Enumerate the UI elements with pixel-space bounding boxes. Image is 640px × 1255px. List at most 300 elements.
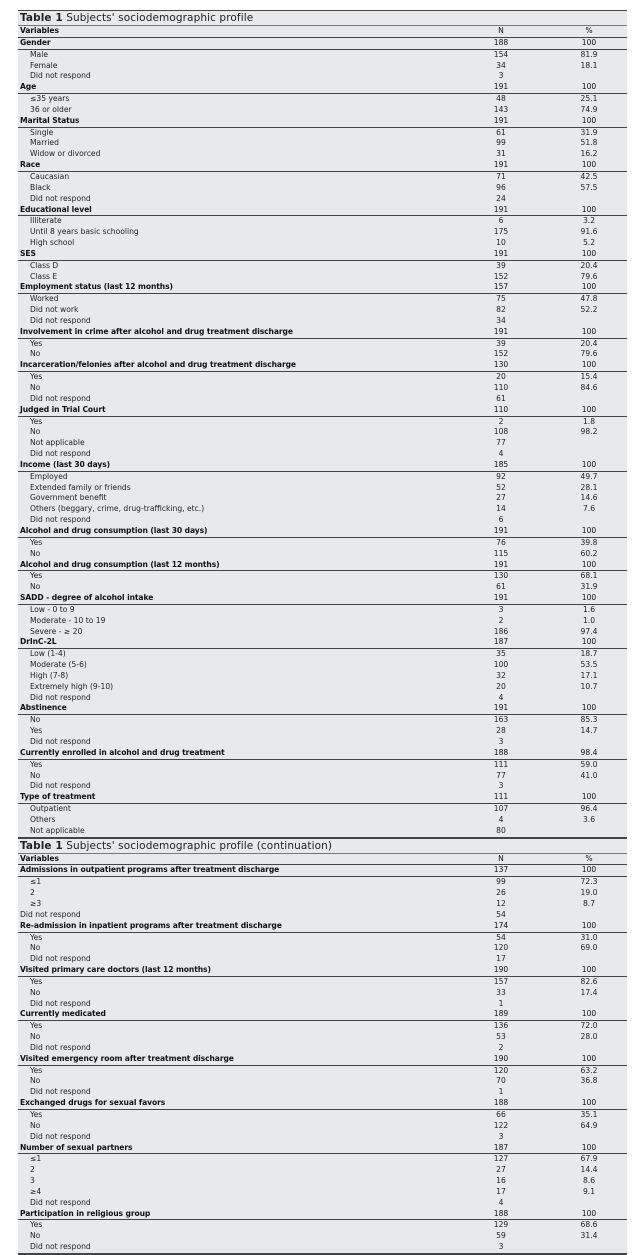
variable-name: Currently enrolled in alcohol and drug treatment: [20, 747, 225, 757]
category-label: Widow or divorced: [30, 149, 101, 159]
category-n: 27: [496, 493, 506, 503]
category-n: 14: [496, 504, 506, 514]
category-row: [18, 1231, 627, 1242]
category-label: Yes: [30, 1021, 43, 1031]
column-header-n: N: [498, 26, 504, 35]
variable-n: 187: [493, 1142, 509, 1152]
column-header-row: [18, 854, 627, 866]
category-pct: 68.1: [580, 571, 598, 581]
category-n: 120: [493, 943, 509, 953]
category-pct: 1.6: [582, 604, 596, 614]
category-pct: 8.7: [582, 898, 596, 908]
variable-group-row: [18, 1009, 627, 1021]
category-label: Yes: [30, 1065, 43, 1075]
category-pct: 97.4: [580, 626, 598, 636]
variable-n: 191: [493, 115, 509, 125]
variable-pct: 100: [581, 792, 597, 802]
column-header-variables: Variables: [20, 26, 59, 35]
category-label: Worked: [30, 294, 59, 304]
category-pct: 15.4: [580, 372, 598, 382]
category-pct: 49.7: [580, 471, 598, 481]
category-pct: 68.6: [580, 1220, 598, 1230]
category-row: [18, 538, 627, 549]
variable-group-row: [18, 327, 627, 339]
category-label: Married: [30, 138, 59, 148]
variable-n: 191: [493, 703, 509, 713]
category-label: Moderate (5-6): [30, 660, 87, 670]
category-label: Did not respond: [30, 315, 91, 325]
category-row: [18, 933, 627, 944]
category-row: [18, 1176, 627, 1187]
category-pct: 52.2: [580, 305, 598, 315]
category-n: 48: [496, 94, 506, 104]
category-row: [18, 183, 627, 194]
variable-name: Gender: [20, 37, 51, 47]
category-row: [18, 427, 627, 438]
category-n: 34: [496, 60, 506, 70]
variable-name: Type of treatment: [20, 792, 96, 802]
category-pct: 42.5: [580, 171, 598, 181]
category-row: [18, 627, 627, 638]
category-n: 122: [493, 1120, 509, 1130]
category-row: [18, 261, 627, 272]
category-label: No: [30, 1032, 41, 1042]
variable-n: 191: [493, 593, 509, 603]
variable-n: 191: [493, 82, 509, 92]
category-label: Outpatient: [30, 804, 71, 814]
category-n: 27: [496, 1165, 506, 1175]
category-pct: 69.0: [580, 943, 598, 953]
variable-pct: 100: [581, 965, 597, 975]
category-pct: 39.8: [580, 537, 598, 547]
variable-group-row: [18, 1098, 627, 1110]
category-row: [18, 504, 627, 515]
category-n: 107: [493, 804, 509, 814]
category-row: [18, 771, 627, 782]
category-row: [18, 582, 627, 593]
category-pct: 82.6: [580, 976, 598, 986]
category-pct: 17.1: [580, 670, 598, 680]
category-pct: [569, 693, 609, 704]
category-pct: 72.3: [580, 877, 598, 887]
category-n: 70: [496, 1076, 506, 1086]
category-label: Employed: [30, 471, 68, 481]
variable-group-row: [18, 405, 627, 417]
category-row: [18, 549, 627, 560]
category-row: [18, 417, 627, 428]
category-n: 17: [496, 1186, 506, 1196]
category-label: Until 8 years basic schooling: [30, 227, 139, 237]
variable-pct: 98.4: [580, 747, 598, 757]
category-label: Not applicable: [30, 438, 85, 448]
category-n: 80: [496, 825, 506, 835]
category-n: 10: [496, 238, 506, 248]
category-row: [18, 1187, 627, 1198]
category-row: [18, 172, 627, 183]
category-label: No: [30, 943, 41, 953]
category-row: [18, 216, 627, 227]
variable-group-row: [18, 526, 627, 538]
category-row: [18, 305, 627, 316]
variable-n: 130: [493, 360, 509, 370]
category-n: 1: [498, 1087, 504, 1097]
category-label: Did not respond: [30, 1042, 91, 1052]
category-label: 2: [30, 888, 35, 898]
category-pct: [569, 999, 609, 1010]
variable-n: 189: [493, 1009, 509, 1019]
category-row: [18, 888, 627, 899]
variable-name: Visited emergency room after treatment discharge: [20, 1053, 234, 1063]
category-row: [18, 877, 627, 888]
variable-pct: 100: [581, 459, 597, 469]
category-label: Yes: [30, 537, 43, 547]
category-label: Did not respond: [30, 393, 91, 403]
category-row: [18, 1110, 627, 1121]
category-row: [18, 1198, 627, 1209]
category-pct: 3.2: [582, 216, 596, 226]
category-row: [18, 899, 627, 910]
category-label: ≥3: [30, 898, 42, 908]
category-label: No: [30, 383, 41, 392]
variable-n: 191: [493, 248, 509, 258]
variable-n: 157: [493, 282, 509, 292]
category-label: Government benefit: [30, 493, 107, 503]
variable-group-row: [18, 249, 627, 261]
variable-group-row: [18, 82, 627, 94]
variable-pct: 100: [581, 326, 597, 336]
category-row: [18, 483, 627, 494]
variable-name: Incarceration/felonies after alcohol and drug treatment discharge: [20, 360, 296, 370]
category-row: [18, 138, 627, 149]
variable-group-row: [18, 921, 627, 933]
category-n: 4: [498, 692, 504, 702]
category-row: [18, 61, 627, 72]
category-n: 136: [493, 1021, 509, 1031]
variable-name: Participation in religious group: [20, 1208, 151, 1218]
category-n: 163: [493, 715, 509, 725]
variable-group-row: [18, 460, 627, 472]
category-pct: 17.4: [580, 987, 598, 997]
variable-group-row: [18, 360, 627, 372]
category-pct: [569, 910, 609, 921]
category-label: Yes: [30, 1110, 43, 1119]
category-n: 35: [496, 649, 506, 659]
category-label: Caucasian: [30, 171, 70, 181]
category-pct: 35.1: [580, 1110, 598, 1119]
column-header-n: N: [498, 853, 504, 863]
category-n: 31: [496, 149, 506, 159]
category-row: [18, 715, 627, 726]
category-row: [18, 149, 627, 160]
category-label: No: [30, 427, 41, 437]
category-n: 39: [496, 338, 506, 348]
category-n: 12: [496, 898, 506, 908]
category-pct: [569, 1132, 609, 1143]
category-n: 143: [493, 104, 509, 114]
category-label: No: [30, 715, 41, 725]
category-n: 61: [496, 582, 506, 592]
variable-n: 191: [493, 525, 509, 535]
category-label: Did not respond: [30, 1131, 91, 1141]
table-caption: Subjects' sociodemographic profile: [62, 12, 254, 24]
category-n: 4: [498, 449, 504, 459]
category-row: [18, 128, 627, 139]
category-row: [18, 1043, 627, 1054]
variable-group-row: [18, 865, 627, 877]
variable-name: Involvement in crime after alcohol and drug treatment discharge: [20, 326, 293, 336]
category-n: 6: [498, 216, 504, 226]
variable-n: 187: [493, 637, 509, 647]
category-n: 53: [496, 1032, 506, 1042]
category-n: 17: [496, 954, 506, 964]
category-label: No: [30, 349, 41, 359]
category-n: 77: [496, 770, 506, 780]
category-n: 33: [496, 987, 506, 997]
category-pct: 25.1: [580, 94, 598, 104]
category-n: 75: [496, 294, 506, 304]
category-row: [18, 781, 627, 792]
category-label: Severe - ≥ 20: [30, 626, 83, 636]
category-label: ≥4: [30, 1186, 42, 1196]
variable-group-row: [18, 38, 627, 50]
category-row: [18, 671, 627, 682]
category-label: Did not respond: [30, 692, 91, 702]
category-label: ≤35 years: [30, 94, 70, 104]
table-part-2-continuation: [18, 838, 627, 1255]
category-label: Class E: [30, 271, 58, 281]
category-n: 157: [493, 976, 509, 986]
category-n: 3: [498, 71, 504, 81]
category-row: [18, 194, 627, 205]
category-row: [18, 649, 627, 660]
variable-name: Marital Status: [20, 115, 80, 125]
category-row: [18, 954, 627, 965]
category-label: Yes: [30, 571, 43, 581]
category-n: 54: [496, 932, 506, 942]
category-n: 1: [498, 998, 504, 1008]
category-label: High (7-8): [30, 670, 69, 680]
variable-group-row: [18, 116, 627, 128]
variable-pct: 100: [581, 360, 597, 370]
category-n: 152: [493, 349, 509, 359]
category-row: [18, 105, 627, 116]
category-row: [18, 372, 627, 383]
variable-n: 191: [493, 326, 509, 336]
table-title: [18, 10, 627, 26]
category-label: Yes: [30, 932, 43, 942]
category-n: 39: [496, 260, 506, 270]
category-n: 66: [496, 1110, 506, 1119]
category-label: No: [30, 1076, 41, 1086]
category-pct: 81.9: [580, 49, 598, 59]
variable-n: 190: [493, 965, 509, 975]
category-pct: 63.2: [580, 1065, 598, 1075]
category-pct: 28.0: [580, 1032, 598, 1042]
category-n: 108: [493, 427, 509, 437]
table-number: Table 1: [20, 12, 63, 24]
variable-name: Alcohol and drug consumption (last 12 months): [20, 559, 220, 569]
variable-name: Abstinence: [20, 703, 67, 713]
category-label: Did not respond: [30, 737, 91, 746]
category-label: Yes: [30, 372, 43, 382]
category-pct: [569, 1087, 609, 1098]
variable-pct: 100: [581, 1142, 597, 1152]
variable-n: 185: [493, 459, 509, 469]
category-label: Low - 0 to 9: [30, 604, 75, 614]
variable-pct: 100: [581, 1208, 597, 1218]
category-pct: 31.4: [580, 1231, 598, 1241]
category-label: No: [30, 770, 41, 780]
category-pct: 98.2: [580, 427, 598, 437]
category-row: [18, 349, 627, 360]
category-n: 28: [496, 726, 506, 736]
variable-pct: 100: [581, 404, 597, 414]
variable-pct: 100: [581, 637, 597, 647]
category-pct: 79.6: [580, 349, 598, 359]
category-label: Did not respond: [30, 515, 91, 525]
category-label: Extremely high (9-10): [30, 681, 114, 691]
variable-pct: 100: [581, 1053, 597, 1063]
category-n: 2: [498, 615, 504, 625]
category-pct: [569, 954, 609, 965]
variable-name: Visited primary care doctors (last 12 months): [20, 965, 211, 975]
category-row: [18, 493, 627, 504]
category-pct: [569, 394, 609, 405]
category-row: [18, 438, 627, 449]
category-pct: 7.6: [582, 504, 596, 514]
category-pct: [569, 438, 609, 449]
category-pct: 41.0: [580, 770, 598, 780]
category-row: [18, 1220, 627, 1231]
category-row: [18, 605, 627, 616]
variable-name: Judged in Trial Court: [20, 404, 106, 414]
variable-pct: 100: [581, 593, 597, 603]
category-n: 2: [498, 1042, 504, 1052]
variable-name: Alcohol and drug consumption (last 30 days): [20, 525, 208, 535]
category-label: 36 or older: [30, 104, 72, 114]
category-pct: 8.6: [582, 1176, 596, 1186]
category-pct: 18.1: [580, 60, 598, 70]
category-pct: 18.7: [580, 649, 598, 659]
category-pct: 31.9: [580, 127, 598, 137]
category-label: Did not respond: [30, 1242, 91, 1252]
category-n: 129: [493, 1220, 509, 1230]
variable-name: SADD - degree of alcohol intake: [20, 593, 154, 603]
category-label: Did not respond: [30, 998, 91, 1008]
variable-name: Exchanged drugs for sexual favors: [20, 1098, 166, 1108]
category-row: [18, 94, 627, 105]
variable-name: Admissions in outpatient programs after treatment discharge: [20, 865, 280, 875]
variable-group-row: [18, 748, 627, 760]
category-pct: 74.9: [580, 104, 598, 114]
category-n: 154: [493, 49, 509, 59]
category-label: Male: [30, 49, 48, 59]
variable-name: Educational level: [20, 204, 92, 214]
category-row: [18, 737, 627, 748]
category-label: Did not respond: [30, 449, 91, 459]
category-pct: 79.6: [580, 271, 598, 281]
category-pct: 60.2: [580, 548, 598, 558]
category-label: Yes: [30, 976, 43, 986]
category-row: [18, 977, 627, 988]
variable-group-row: [18, 593, 627, 605]
variable-pct: 100: [581, 920, 597, 930]
category-pct: 36.8: [580, 1076, 598, 1086]
category-label: Yes: [30, 759, 43, 769]
variable-pct: 100: [581, 559, 597, 569]
category-pct: [569, 737, 609, 748]
variable-n: 191: [493, 160, 509, 170]
category-pct: 20.4: [580, 338, 598, 348]
category-row: [18, 1066, 627, 1077]
category-n: 96: [496, 182, 506, 192]
category-pct: 57.5: [580, 182, 598, 192]
category-label: Yes: [30, 416, 43, 426]
variable-name: DrInC-2L: [20, 637, 57, 647]
category-pct: [569, 449, 609, 460]
variable-group-row: [18, 703, 627, 715]
variable-name: Employment status (last 12 months): [20, 282, 173, 292]
category-row: [18, 272, 627, 283]
category-pct: [569, 826, 609, 837]
category-n: 77: [496, 438, 506, 448]
category-n: 100: [493, 660, 509, 670]
category-row: [18, 1121, 627, 1132]
variable-pct: 100: [581, 703, 597, 713]
category-n: 20: [496, 372, 506, 382]
variable-group-row: [18, 637, 627, 649]
category-row: [18, 660, 627, 671]
category-label: No: [30, 987, 41, 997]
category-pct: 84.6: [580, 383, 598, 392]
category-n: 175: [493, 227, 509, 237]
category-row: [18, 988, 627, 999]
category-row: [18, 693, 627, 704]
column-header-pct: %: [585, 26, 593, 35]
category-pct: 1.0: [582, 615, 596, 625]
category-n: 99: [496, 877, 506, 887]
variable-n: 190: [493, 1053, 509, 1063]
category-pct: 5.2: [582, 238, 596, 248]
variable-n: 188: [493, 37, 509, 47]
category-label: No: [30, 1231, 41, 1241]
variable-n: 191: [493, 559, 509, 569]
category-n: 54: [496, 909, 506, 919]
category-n: 115: [493, 548, 509, 558]
category-pct: 20.4: [580, 260, 598, 270]
table-caption: Subjects' sociodemographic profile (continuation): [62, 839, 333, 852]
category-row: [18, 943, 627, 954]
category-n: 71: [496, 171, 506, 181]
category-pct: 64.9: [580, 1120, 598, 1130]
category-pct: 96.4: [580, 804, 598, 814]
variable-pct: 100: [581, 865, 597, 875]
category-n: 76: [496, 537, 506, 547]
category-pct: 3.6: [582, 814, 596, 824]
category-n: 3: [498, 1242, 504, 1252]
category-row: [18, 815, 627, 826]
category-row: [18, 472, 627, 483]
variable-group-row: [18, 560, 627, 572]
category-pct: [569, 1198, 609, 1209]
category-label: Did not respond: [30, 781, 91, 791]
category-n: 20: [496, 681, 506, 691]
category-pct: 28.1: [580, 482, 598, 492]
variable-n: 137: [493, 865, 509, 875]
table-number: Table 1: [20, 839, 63, 852]
category-n: 186: [493, 626, 509, 636]
category-pct: 9.1: [582, 1186, 596, 1196]
